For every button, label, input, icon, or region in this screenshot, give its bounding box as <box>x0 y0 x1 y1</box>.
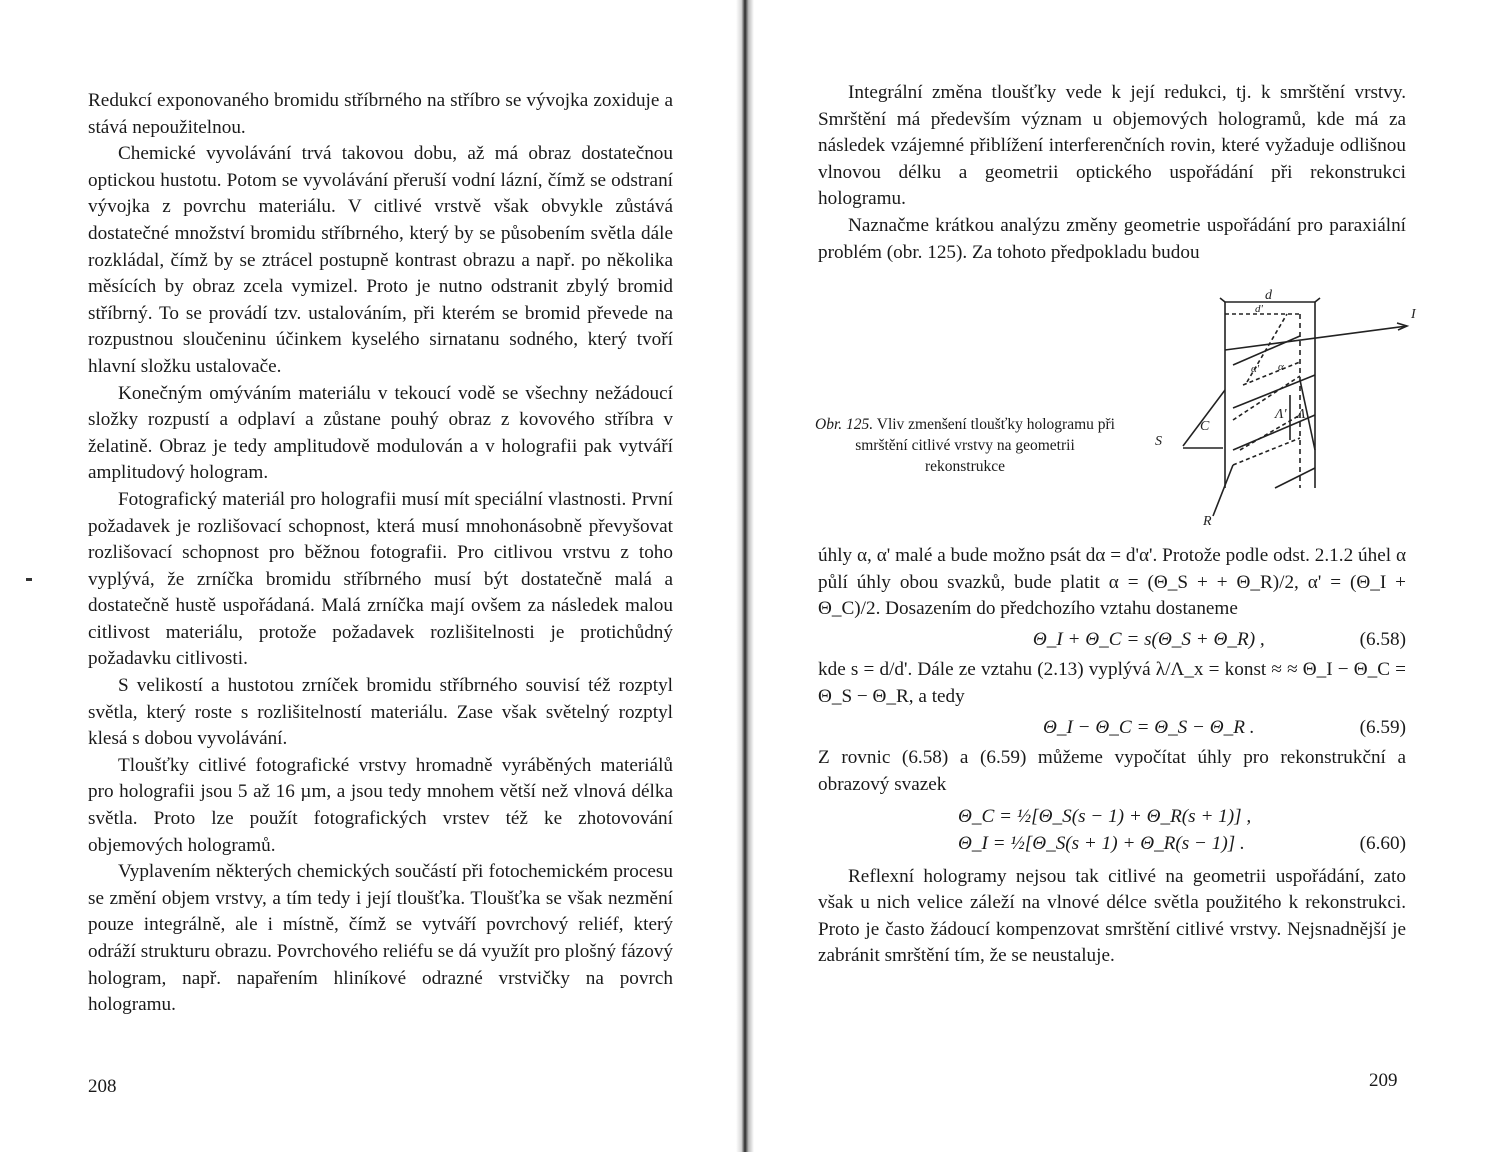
figure-caption <box>815 414 1115 477</box>
paragraph: Konečným omýváním materiálu v tekoucí vodě se všechny nežádoucí složky rozpustí a odplaví a zůstane pouhý obraz z kovového stříbra v želatině. Obraz je tedy amplitudově modulován a v holografii pak vytváří amplitudový hologram. <box>88 382 673 484</box>
figure-caption-text: Vliv zmenšení tloušťky hologramu při smrštění citlivé vrstvy na geometrii rekonstrukce <box>855 416 1115 475</box>
equation-number: (6.60) <box>1359 832 1406 854</box>
left-body-text <box>88 88 673 1019</box>
paragraph: Fotografický materiál pro holografii musí mít speciální vlastnosti. První požadavek je rozlišovací schopnost, která musí mnohonásobně převyšovat rozlišovací schopnost pro běžnou fotografii. Pro citlivou vrstvu z toho vyplývá, že zrníčka bromidu stříbrného musí být dostatečně malá a dostatečně hustě uspořádaná. Malá zrníčka mají ovšem za následek malou citlivost materiálu, protože požadavek rozlišitelnosti je protichůdný požadavku citlivosti. <box>88 488 673 670</box>
label-d: d <box>1265 288 1272 303</box>
paragraph: Tloušťky citlivé fotografické vrstvy hromadně vyráběných materiálů pro holografii jsou 5 až 16 µm, a jsou tedy mnohem větší než vlnová délka světla. Proto lze použít fotografických vrstev též ke zhotovování objemových hologramů. <box>88 754 673 856</box>
figure-125 <box>815 290 1415 535</box>
label-C: C <box>1200 419 1210 434</box>
equation-number: (6.59) <box>1359 716 1406 738</box>
right-body-text-top <box>818 80 1406 266</box>
equation-6-60: Θ_C = ½[Θ_S(s − 1) + Θ_R(s + 1)] , Θ_I = ½[Θ_S(s + 1) + Θ_R(s − 1)] . (6.60) <box>818 804 1406 857</box>
page-number-right: 209 <box>1369 1070 1398 1091</box>
equation-number: (6.58) <box>1359 628 1406 650</box>
right-page <box>755 0 1506 1152</box>
left-page <box>0 0 745 1152</box>
paragraph: Naznačme krátkou analýzu změny geometrie uspořádání pro paraxiální problém (obr. 125). Za tohoto předpokladu budou <box>818 214 1406 263</box>
figure-number: Obr. 125. <box>815 416 874 433</box>
label-d-prime: d' <box>1255 303 1263 315</box>
label-alpha-prime: α' <box>1251 363 1260 375</box>
label-alpha: α <box>1278 361 1284 373</box>
right-body-text-bottom <box>818 543 1406 970</box>
paragraph: Vyplavením některých chemických součástí při fotochemickém procesu se změní objem vrstvy, a tím tedy i její tloušťka. Tloušťka se však nezmění pouze integrálně, ale i místně, čímž se vytváří povrchový reliéf, který odráží strukturu obrazu. Povrchového reliéfu se dá využít pro plošný fázový hologram, např. napařením hliníkové odrazné vrstvičky na povrch hologramu. <box>88 861 673 1016</box>
paragraph: S velikostí a hustotou zrníček bromidu stříbrného souvisí též rozptyl světla, který roste s rozlišitelností materiálu. Zase však světelný rozptyl klesá s dobou vyvolávání. <box>88 675 673 750</box>
paragraph: Z rovnic (6.58) a (6.59) můžeme vypočítat úhly pro rekonstrukční a obrazový svazek <box>818 747 1406 795</box>
paragraph: úhly α, α' malé a bude možno psát dα = d'α'. Protože podle odst. 2.1.2 úhel α půlí úhly obou svazků, bude platit α = (Θ_S + + Θ_R)/2, α' = (Θ_I + Θ_C)/2. Dosazením do předchozího vztahu dostaneme <box>818 545 1406 620</box>
paragraph: Redukcí exponovaného bromidu stříbrného na stříbro se vývojka zoxiduje a stává nepoužitelnou. <box>88 90 673 138</box>
page-number-left: 208 <box>88 1076 117 1097</box>
equation-6-59: Θ_I − Θ_C = Θ_S − Θ_R . (6.59) <box>818 715 1406 742</box>
label-I: I <box>1411 307 1416 322</box>
book-gutter <box>736 0 754 1152</box>
paragraph: Integrální změna tloušťky vede k její redukci, tj. k smrštění vrstvy. Smrštění má především význam u objemových hologramů, kde má za následek vzájemné přiblížení interferenčních rovin, které vyžaduje odlišnou vlnovou délku a geometrii optického uspořádání při rekonstrukci hologramu. <box>818 82 1406 210</box>
hologram-geometry-diagram <box>1125 290 1415 535</box>
label-S: S <box>1155 434 1162 449</box>
label-R: R <box>1203 514 1212 529</box>
margin-mark <box>26 578 32 581</box>
equation-6-58: Θ_I + Θ_C = s(Θ_S + Θ_R) , (6.58) <box>818 627 1406 654</box>
paragraph: kde s = d/d'. Dále ze vztahu (2.13) vyplývá λ/Λ_x = konst ≈ ≈ Θ_I − Θ_C = Θ_S − Θ_R, a tedy <box>818 659 1406 707</box>
paragraph: Reflexní hologramy nejsou tak citlivé na geometrii uspořádání, zato však u nich velice záleží na vlnové délce světla použitého k rekonstrukci. Proto je často žádoucí kompenzovat smrštění citlivé vrstvy. Nejsnadnější je zabránit smrštění tím, že se neustaluje. <box>818 865 1406 967</box>
label-lambda: Λ <box>1297 407 1306 422</box>
label-lambda-prime: Λ' <box>1275 407 1287 422</box>
paragraph: Chemické vyvolávání trvá takovou dobu, až má obraz dostatečnou optickou hustotu. Potom se vyvolávání přeruší vodní lázní, čímž se odstraní vývojka z povrchu materiálu. V citlivé vrstvě však obvykle zůstává dostatečné množství bromidu stříbrného, který by se působením světla dále rozkládal, čímž by se ztrácel postupně kontrast obrazu a např. po několika měsících by obraz zcela vymizel. Proto je nutno odstranit zbylý bromid stříbrný. To se provádí tzv. ustalováním, při kterém se bromid převede na rozpustnou sloučeninu účinkem kyselého sirnatanu sodného, který tvoří hlavní složku ustalovače. <box>88 143 673 377</box>
